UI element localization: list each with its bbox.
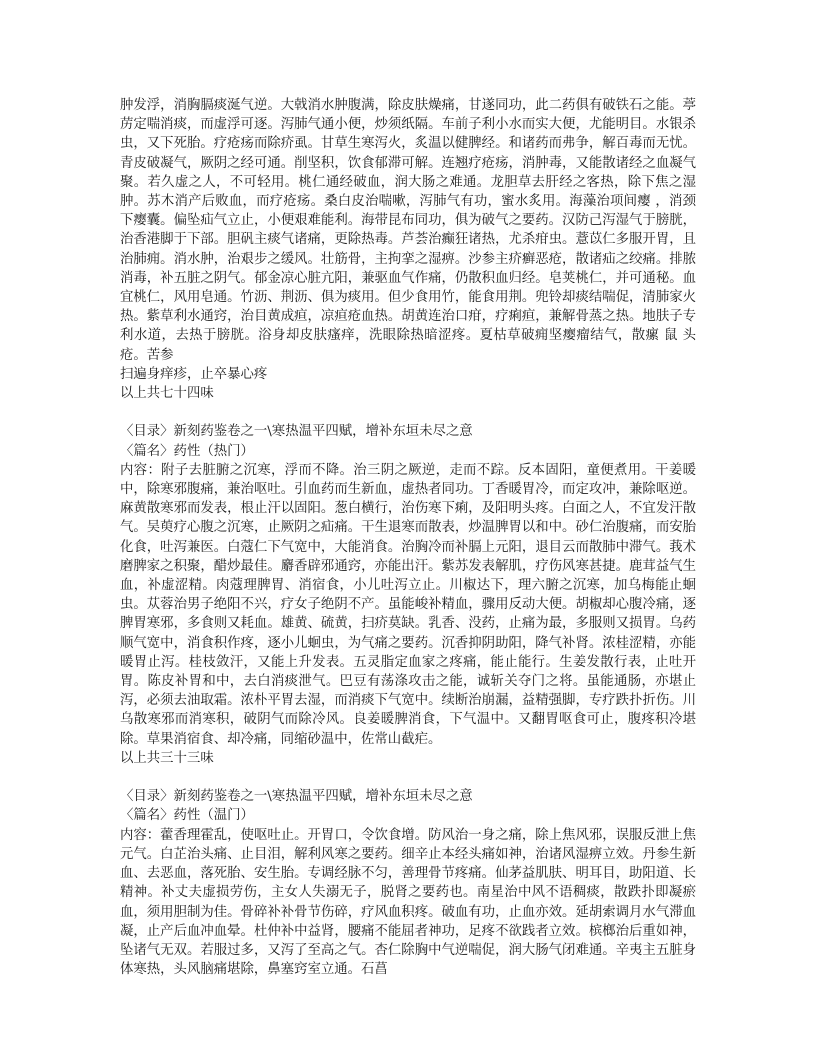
section-3-body: 内容：藿香理霍乱，使呕吐止。开胃口，令饮食增。防风治一身之痛，除上焦风邪，误服反泄上焦元气。白芷治头痛、止目泪，解利风寒之要药。细辛止本经头痛如神，治诸风湿痹立效。丹参生新血、去恶血，落死胎、安生胎。专调经脉不匀，善理骨节疼痛。仙茅益肌肤、明耳目，助阳道、长精神。补丈夫虚损劳伤，主女人失溺无子，脱肾之要药也。南星治中风不语稠痰，散跌扑即凝瘀血，须用胆制为佳。骨碎补补骨节伤碎，疗风血积疼。破血有功，止血亦效。延胡索调月水气滞血凝，止产后血冲血晕。杜仲补中益肾，腰痛不能屈者神功，足疼不欲践者立效。槟榔治后重如神，坠诸气无双。若服过多，又泻了至高之气。杏仁除胸中气逆喘促，润大肠气闭难通。辛夷主五脏身体寒热，头风脑痛堪除，鼻塞窍室立通。石菖 [120,827,696,978]
blank-line [120,768,696,787]
section-2-chapter: 〈篇名〉药性（热门） [120,443,254,459]
section-2-total: 以上共三十三味 [120,750,214,766]
section-1-total: 以上共七十四味 [120,386,214,402]
document-page [120,96,696,979]
section-2-catalog: 〈目录〉新刻药鉴卷之一\寒热温平四赋，增补东垣未尽之意 [120,424,473,440]
section-3-chapter: 〈篇名〉药性（温门） [120,808,254,824]
section-3-catalog: 〈目录〉新刻药鉴卷之一\寒热温平四赋，增补东垣未尽之意 [120,789,473,805]
section-1-body: 肿发浮，消胸膈痰涎气逆。大戟消水肿腹满，除皮肤燥痛，甘遂同功，此二药俱有破铁石之能。葶苈定喘消痰，而虚浮可逐。泻肺气通小便，炒须纸隔。车前子利小水而实大便，尤能明目。水银杀虫，又下死胎。疗疮疡而除疥虱。甘草生寒泻火，炙温以健脾经。和诸药而弗争，解百毒而无忧。青皮破凝气，厥阴之经可通。削坚积，饮食郁滞可解。连翘疗疮疡，消肿毒，又能散诸经之血凝气聚。若久虚之人，不可轻用。桃仁通经破血，润大肠之难通。龙胆草去肝经之客热，除下焦之湿肿。苏木消产后败血，而疗疮疡。桑白皮治喘嗽，泻肺气有功，蜜水炙用。海藻治项间瘿 ，消颈下瘿囊。偏坠疝气立止，小便艰难能利。海带昆布同功，俱为破气之要药。汉防己泻湿气于膀胱，治香港脚于下部。胆矾主痰气诸痛，更除热毒。芦荟治癫狂诸热，尤杀疳虫。薏苡仁多服开胃，且治肺痈。消水肿，治艰步之缓风。壮筋骨，主拘挛之湿痹。沙参主疥癣恶疮，散诸疝之绞痛。排脓消毒，补五脏之阴气。郁金凉心脏亢阳，兼驱血气作痛，仍散积血归经。皂荚桃仁，并可通秘。血宜桃仁，风用皂通。竹沥、荆沥、俱为痰用。但少食用竹，能食用荆。兜铃却痰结喘促，清肺家火热。紫草利水通窍，治目黄成疸，凉疸疮血热。胡黄连治口疳，疗痢疸，兼解骨蒸之热。地肤子专利水道，去热于膀胱。浴身却皮肤瘙痒，洗眼除热暗涩疼。夏枯草破痈坚瘿瘤结气，散瘰 鼠 头疮。苦参 [120,98,696,363]
section-2-body: 内容：附子去脏腑之沉寒，浮而不降。治三阴之厥逆，走而不踪。反本固阳，童便煮用。干姜暖中，除寒邪腹痛，兼治呕吐。引血药而生新血，虚热者同功。丁香暖胃冷，而定攻冲，兼除呕逆。麻黄散寒邪而发表，根止汗以固阳。葱白横行，治伤寒下痢，及阳明头疼。白面之人，不宜发汗散气。吴萸疗心腹之沉寒，止厥阴之疝痛。干生退寒而散表，炒温脾胃以和中。砂仁治腹痛，而安胎化食，吐泻兼医。白蔻仁下气宽中，大能消食。治胸冷而补膈上元阳，退目云而散肺中滞气。莪术磨脾家之积聚，醋炒最佳。麝香辟邪通窍，亦能出汗。紫苏发表解肌，疗伤风寒甚捷。鹿茸益气生血，补虚涩精。肉蔻理脾胃、消宿食，小儿吐泻立止。川椒达下，理六腑之沉寒，加乌梅能止蛔虫。苁蓉治男子绝阳不兴，疗女子绝阴不产。虽能峻补精血，骤用反动大便。胡椒却心腹冷痛，逐脾胃寒邪，多食则又耗血。雄黄、硫黄，扫疥莫缺。乳香、没药，止痛为最，多服则又损胃。乌药顺气宽中，消食积作疼，逐小儿蛔虫，为气痛之要药。沉香抑阴助阳，降气补肾。浓桂涩精，亦能暖胃止泻。桂枝敛汗，又能上升发表。五灵脂定血家之疼痛，能止能行。生姜发散行表，止吐开胃。陈皮补胃和中，去白消痰泄气。巴豆有荡涤攻击之能，诚斩关夺门之将。虽能通肠，亦堪止泻，必须去油取霜。浓朴平胃去湿，而消痰下气宽中。续断治崩漏，益精强脚，专疗跌扑折伤。川乌散寒邪而消寒积，破阴气而除冷风。良姜暖脾消食，下气温中。又翻胃呕食可止，腹疼积冷堪除。草果消宿食、却冷痛，同缩砂温中，佐常山截疟。 [120,462,696,747]
section-1-last-line: 扫遍身痒疹，止卒暴心疼 [120,366,268,382]
blank-line [120,403,696,422]
